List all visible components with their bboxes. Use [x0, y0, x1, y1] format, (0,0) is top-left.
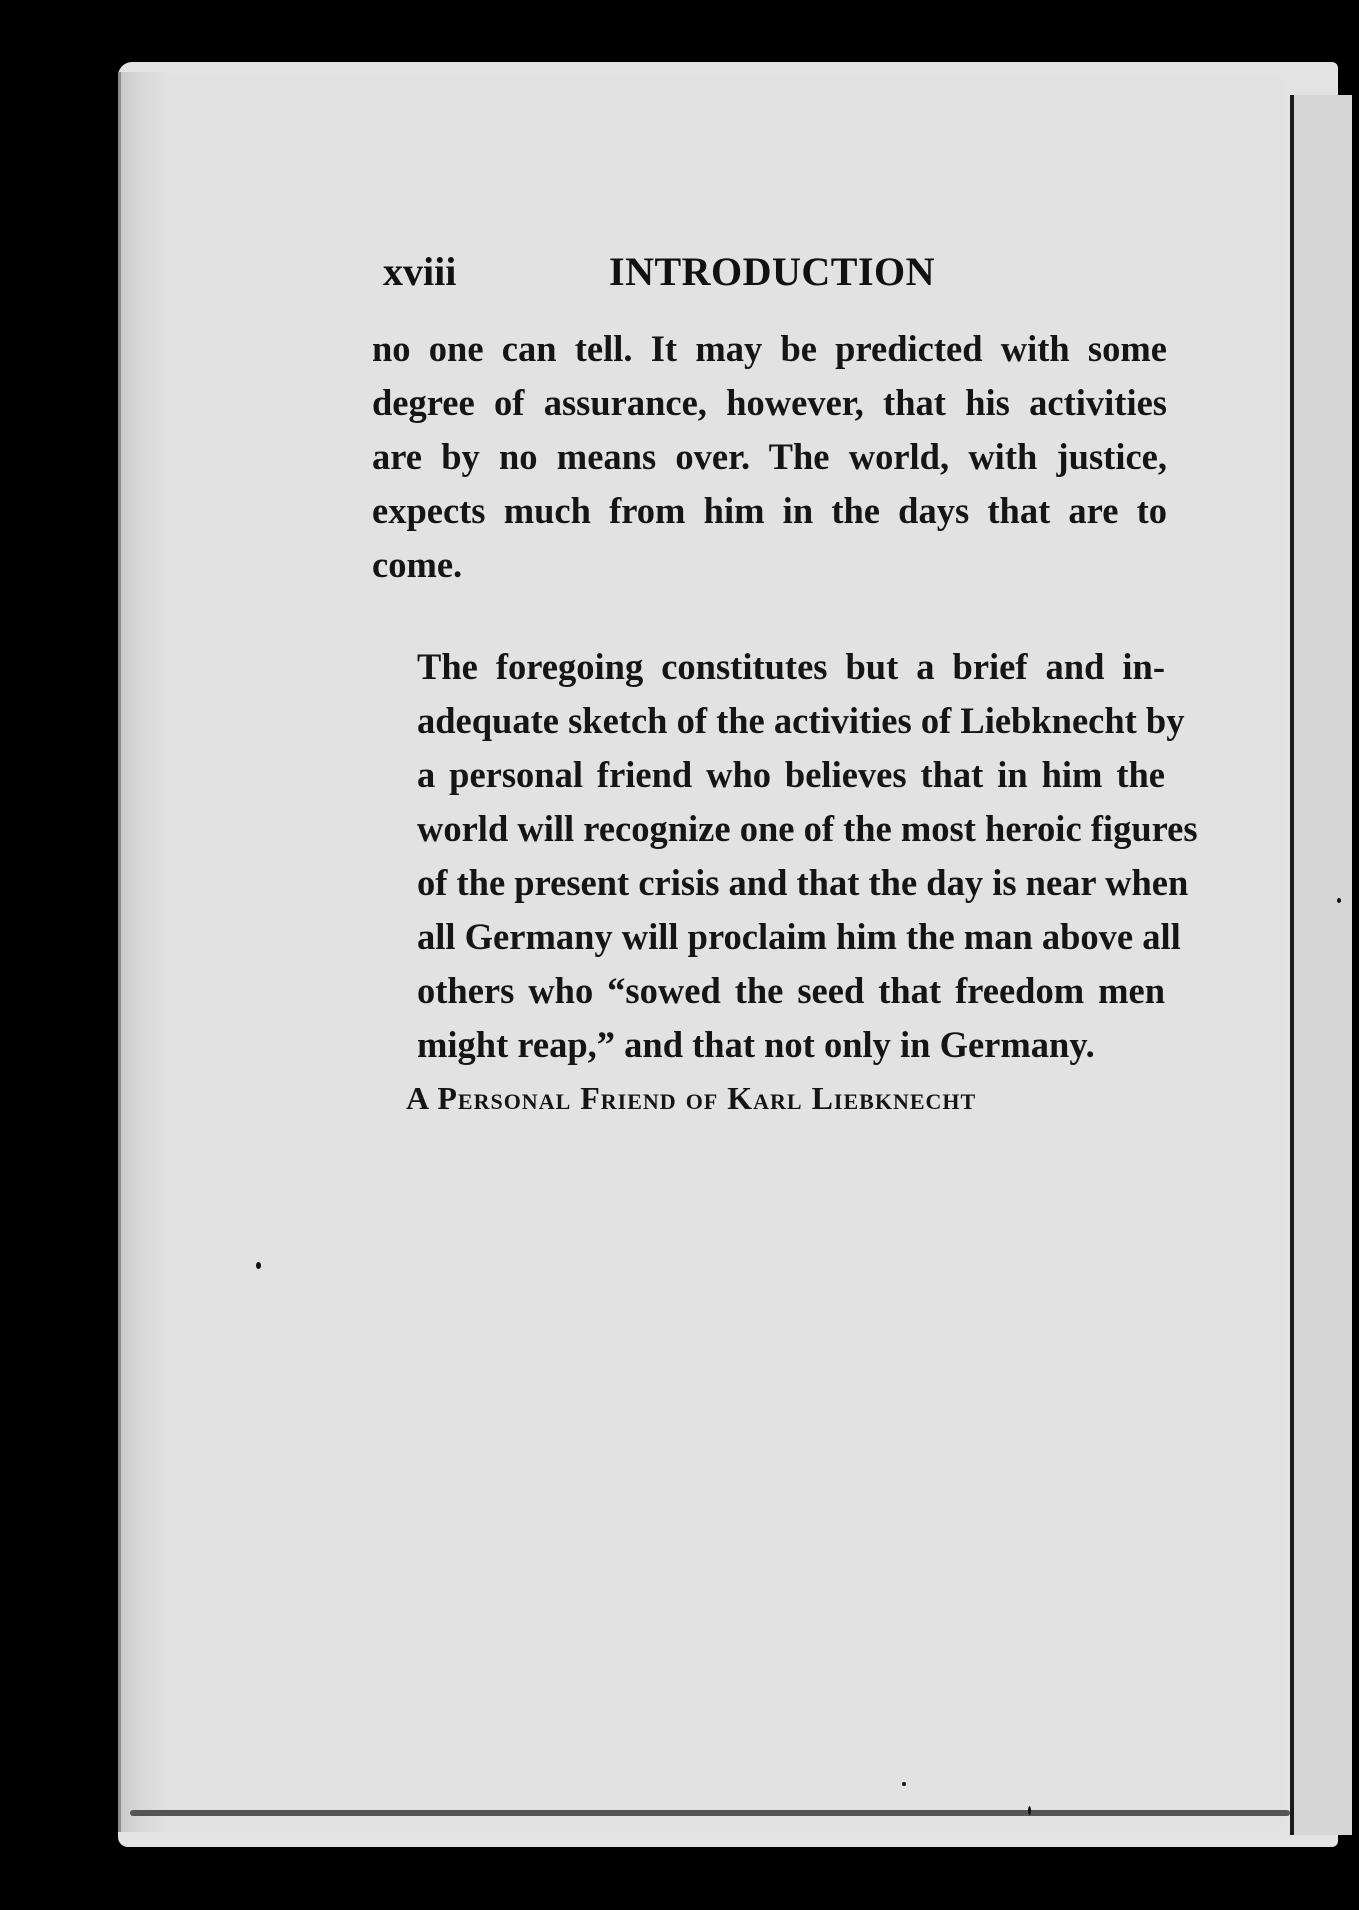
signature-line: A Personal Friend of Karl Liebknecht — [406, 1080, 977, 1116]
running-head — [383, 248, 943, 298]
dust-speck — [1337, 898, 1341, 903]
dust-speck — [902, 1782, 906, 1786]
paragraph-2 — [370, 640, 1198, 1072]
dust-speck — [256, 1262, 261, 1269]
paragraph-2-line: world will recognize one of the most heroic figures — [417, 808, 1198, 849]
paragraph-2-line: a personal friend who believes that in him the — [417, 754, 1165, 795]
paragraph-1 — [372, 322, 1167, 592]
paragraph-1-line: degree of assurance, however, that his activities — [372, 382, 1167, 423]
paragraph-2-line: of the present crisis and that the day is near when — [417, 862, 1189, 903]
paragraph-2-line: others who “sowed the seed that freedom men — [417, 970, 1165, 1011]
paragraph-1-line: no one can tell. It may be predicted with some — [372, 328, 1167, 369]
paragraph-1-line: come. — [372, 544, 463, 585]
paragraph-1-line: are by no means over. The world, with justice, — [372, 436, 1167, 477]
page-number: xviii — [383, 249, 457, 294]
paragraph-2-line: adequate sketch of the activities of Liebknecht by — [417, 700, 1185, 741]
page-gutter — [118, 72, 167, 1832]
paragraph-1-line: expects much from him in the days that are to — [372, 490, 1167, 531]
running-title: INTRODUCTION — [609, 249, 936, 294]
paragraph-2-line: all Germany will proclaim him the man above all — [417, 916, 1181, 957]
paragraph-2-line: The foregoing constitutes but a brief and in- — [417, 646, 1165, 687]
page-bottom-edge — [130, 1810, 1290, 1816]
facing-page-edge — [1290, 95, 1352, 1835]
dust-speck — [1028, 1806, 1031, 1815]
paragraph-2-line: might reap,” and that not only in Germany. — [417, 1024, 1095, 1065]
